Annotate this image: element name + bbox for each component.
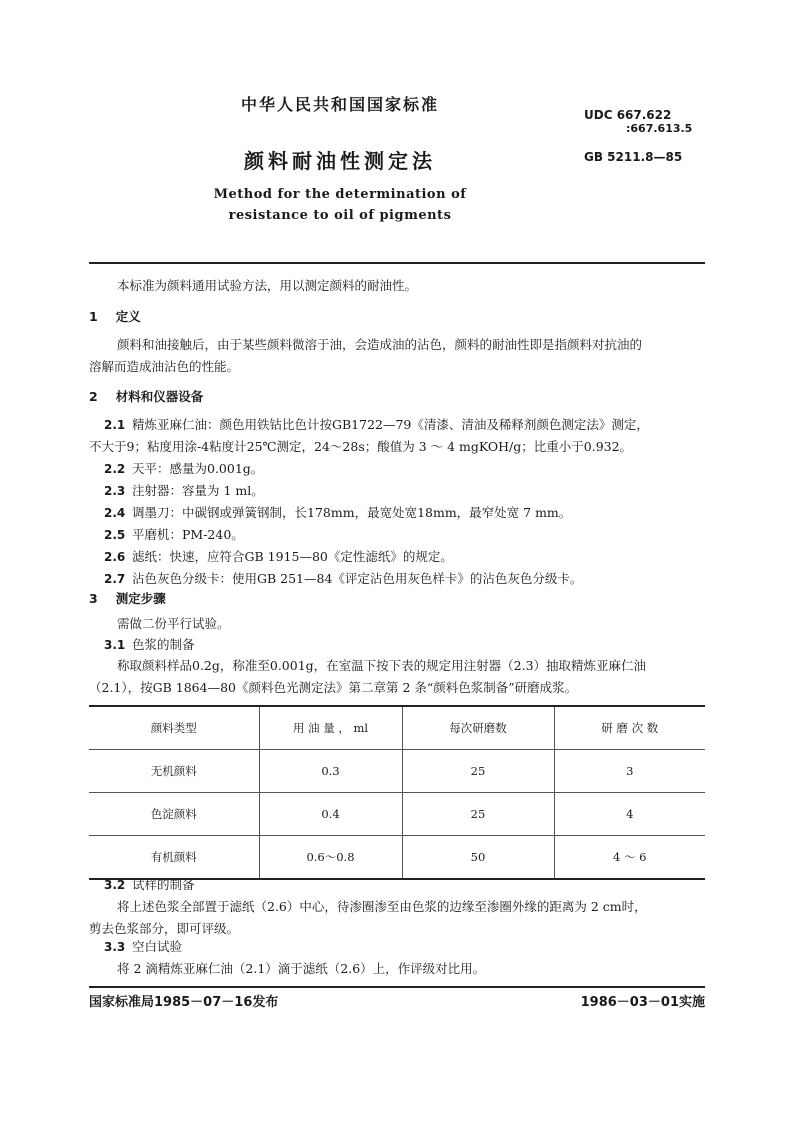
english-title-line-1: Method for the determination of: [213, 187, 467, 202]
table-row: [89, 793, 705, 836]
table-header-row: [89, 706, 705, 750]
standard-number: GB 5211.8—85: [584, 150, 683, 164]
subsection-3-2-heading: [104, 874, 195, 896]
header-rule: [89, 262, 705, 264]
item-2-1-continued: 不大于9；粘度用涂-4粘度计25℃测定，24～28s；酸值为 3 ～ 4 mgKOH/g；比重小于0.932。: [89, 439, 633, 454]
section-2-heading: [89, 387, 203, 405]
section-number: 1: [89, 309, 98, 324]
table-cell: 50: [402, 836, 554, 880]
table-cell: 4: [554, 793, 705, 836]
item-number: 2.3: [104, 484, 126, 498]
item-number: 2.2: [104, 462, 126, 476]
item-2-6: [104, 546, 453, 568]
item-text: 天平：感量为0.001g。: [132, 461, 264, 476]
table-cell: 无机颜料: [89, 750, 259, 793]
section-title: 材料和仪器设备: [115, 389, 204, 404]
subsection-3-1-line-1: 称取颜料样品0.2g，称准至0.001g，在室温下按下表的规定用注射器（2.3）抽取精炼亚麻仁油: [117, 658, 647, 673]
section-title: 测定步骤: [115, 591, 166, 606]
subsection-3-2-line-2: 剪去色浆部分，即可评级。: [89, 921, 240, 936]
item-number: 2.6: [104, 550, 126, 564]
table-cell: 3: [554, 750, 705, 793]
subsection-3-1-heading: [104, 634, 195, 656]
subsection-3-3-line-1: 将 2 滴精炼亚麻仁油（2.1）滴于滤纸（2.6）上，作评级对比用。: [117, 961, 486, 976]
table-cell: 25: [402, 793, 554, 836]
udc-code: UDC 667.622: [584, 108, 672, 122]
item-number: 2.4: [104, 506, 126, 520]
section-number: 3: [89, 591, 98, 606]
section-title: 定义: [115, 309, 141, 324]
issuing-authority: 中华人民共和国国家标准: [240, 95, 439, 114]
table-cell: 有机颜料: [89, 836, 259, 880]
table-cell: 0.4: [259, 793, 402, 836]
item-number: 2.1: [104, 418, 126, 432]
definition-line-2: 溶解而造成油沾色的性能。: [89, 359, 240, 374]
column-header: 每次研磨数: [402, 706, 554, 750]
intro-text: 本标准为颜料通用试验方法，用以测定颜料的耐油性。: [117, 278, 418, 293]
subsection-title: 色浆的制备: [132, 637, 195, 652]
item-2-1: [104, 414, 649, 436]
table-cell: 色淀颜料: [89, 793, 259, 836]
item-text: 滤纸：快速，应符合GB 1915—80《定性滤纸》的规定。: [132, 549, 453, 564]
footer-rule: [89, 986, 705, 988]
subsection-3-2-line-1: 将上述色浆全部置于滤纸（2.6）中心，待渗圈渗至由色浆的边缘至渗圈外缘的距离为 2 cm时，: [117, 899, 647, 914]
subsection-number: 3.3: [104, 940, 126, 954]
document-title: 颜料耐油性测定法: [244, 149, 436, 173]
table-cell: 25: [402, 750, 554, 793]
item-2-5: [104, 524, 244, 546]
subsection-3-3-heading: [104, 936, 182, 958]
udc-code-2: :667.613.5: [626, 122, 693, 135]
subsection-title: 试样的制备: [132, 877, 195, 892]
column-header: 颜料类型: [89, 706, 259, 750]
item-number: 2.5: [104, 528, 126, 542]
column-header: 研 磨 次 数: [554, 706, 705, 750]
item-text: 调墨刀：中碳钢或弹簧钢制，长178mm，最宽处宽18mm，最窄处宽 7 mm。: [132, 505, 572, 520]
english-title-line-2: resistance to oil of pigments: [228, 208, 452, 223]
section-1-heading: [89, 307, 141, 325]
column-header: 用 油 量 ， ml: [259, 706, 402, 750]
item-2-7: [104, 568, 582, 590]
issue-date: 国家标准局1985－07－16发布: [89, 995, 279, 1010]
item-text: 平磨机：PM-240。: [132, 527, 244, 542]
item-text: 沾色灰色分级卡：使用GB 251—84《评定沾色用灰色样卡》的沾色灰色分级卡。: [132, 571, 583, 586]
item-2-4: [104, 502, 571, 524]
effective-date: 1986－03－01实施: [580, 995, 705, 1010]
oil-amount-table: [89, 705, 705, 880]
section-number: 2: [89, 389, 98, 404]
section-3-intro: 需做二份平行试验。: [117, 616, 230, 631]
section-3-heading: [89, 589, 166, 607]
definition-line-1: 颜料和油接触后，由于某些颜料微溶于油，会造成油的沾色，颜料的耐油性即是指颜料对抗油的: [117, 337, 643, 352]
subsection-number: 3.2: [104, 878, 126, 892]
item-text: 精炼亚麻仁油：颜色用铁钴比色计按GB1722—79《清漆、清油及稀释剂颜色测定法》测定，: [132, 417, 649, 432]
table-cell: 4 ～ 6: [554, 836, 705, 880]
item-text: 注射器：容量为 1 ml。: [132, 483, 264, 498]
item-2-2: [104, 458, 263, 480]
subsection-number: 3.1: [104, 638, 126, 652]
table-row: [89, 836, 705, 880]
subsection-3-1-line-2: （2.1），按GB 1864—80《颜料色光测定法》第二章第 2 条“颜料色浆制备”研磨成浆。: [89, 680, 578, 695]
item-2-3: [104, 480, 264, 502]
table-row: [89, 750, 705, 793]
table-cell: 0.3: [259, 750, 402, 793]
item-number: 2.7: [104, 572, 126, 586]
table-cell: 0.6～0.8: [259, 836, 402, 880]
subsection-title: 空白试验: [132, 939, 183, 954]
